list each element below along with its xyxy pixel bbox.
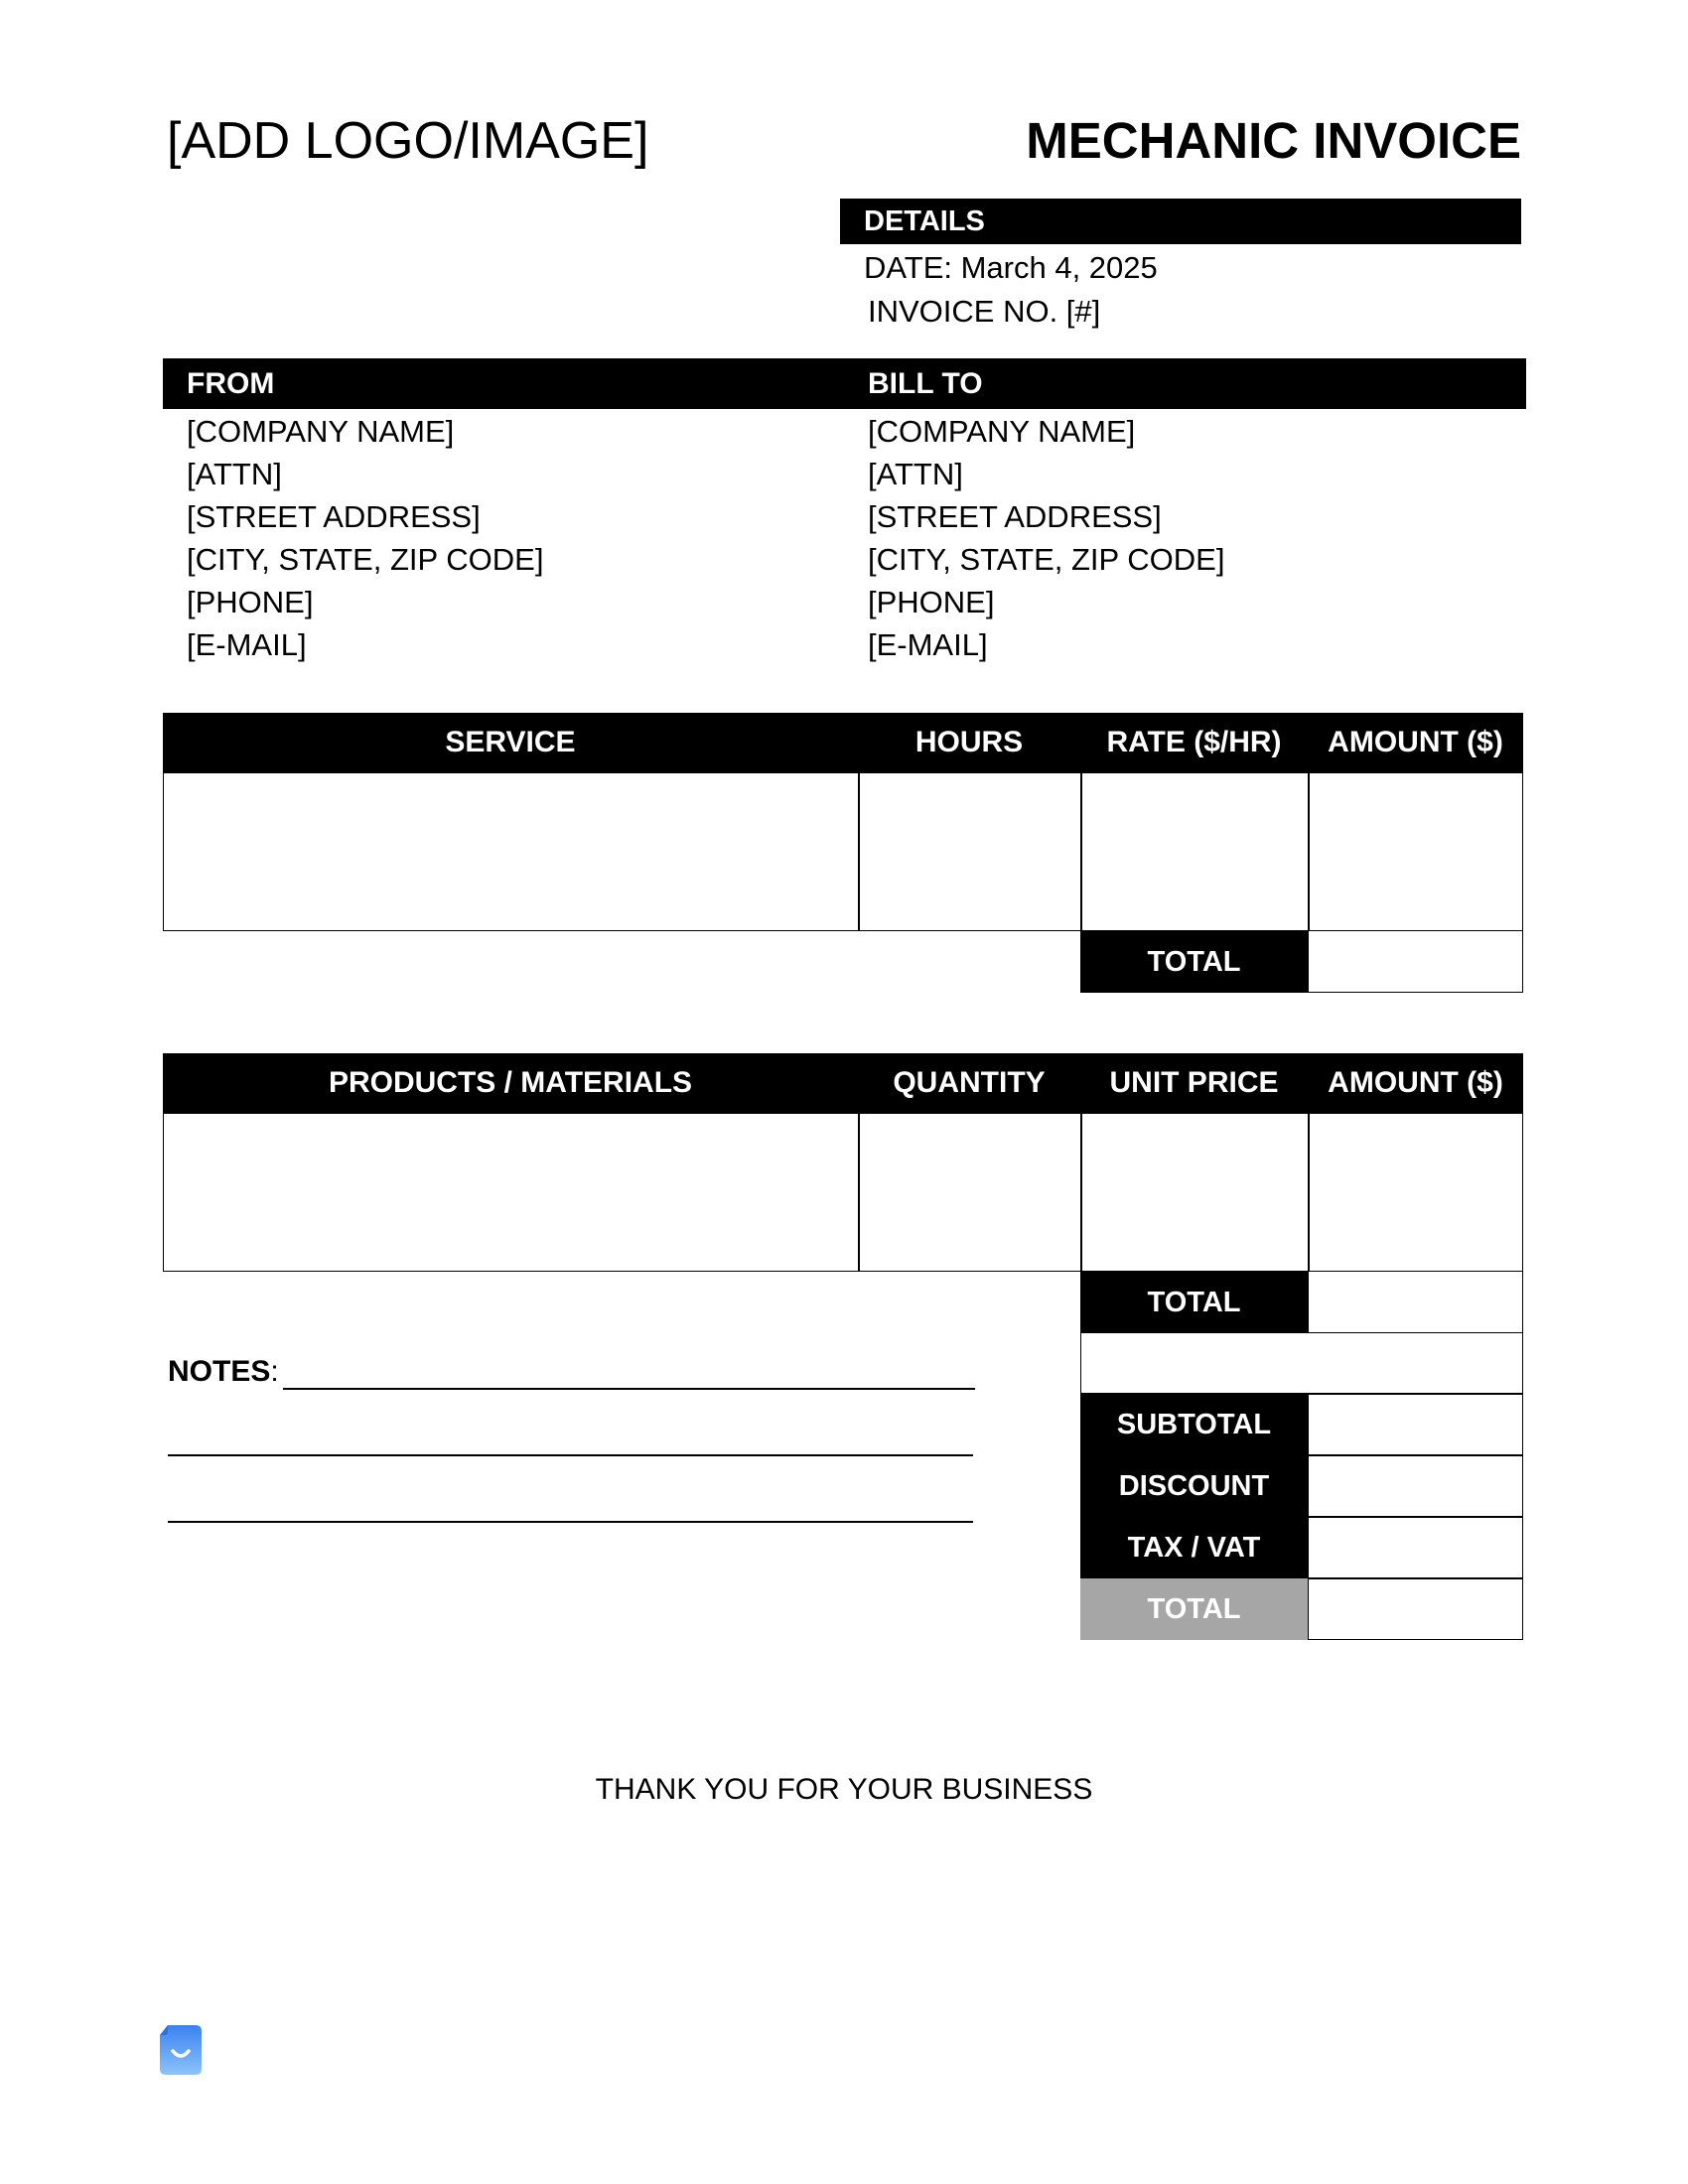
discount-value[interactable] — [1308, 1455, 1523, 1517]
col-rate: RATE ($/HR) — [1106, 726, 1282, 758]
bill-to-street-address[interactable]: [STREET ADDRESS] — [868, 499, 1162, 534]
grand-total-row — [1080, 1578, 1523, 1640]
from-phone[interactable]: [PHONE] — [187, 585, 314, 619]
col-service: SERVICE — [445, 726, 576, 758]
date-field[interactable]: DATE: March 4, 2025 — [864, 250, 1158, 285]
discount-row — [1080, 1455, 1523, 1517]
col-hours: HOURS — [914, 726, 1024, 758]
col-amount: AMOUNT ($) — [1328, 726, 1503, 758]
summary-spacer — [1080, 1333, 1523, 1394]
parties-header-bar — [163, 358, 1526, 409]
bill-to-attn[interactable]: [ATTN] — [868, 457, 963, 491]
notes-line-1[interactable] — [283, 1388, 975, 1390]
col-products: PRODUCTS / MATERIALS — [328, 1066, 693, 1099]
from-email[interactable]: [E-MAIL] — [187, 627, 307, 662]
from-city-state-zip[interactable]: [CITY, STATE, ZIP CODE] — [187, 542, 544, 577]
products-table-row[interactable] — [163, 1113, 1523, 1272]
tax-row — [1080, 1517, 1523, 1578]
service-total-value[interactable] — [1308, 931, 1523, 993]
notes-line-2[interactable] — [168, 1454, 973, 1456]
document-title: MECHANIC INVOICE — [1026, 112, 1521, 169]
from-address-block — [187, 410, 543, 666]
notes-label-text: NOTES — [168, 1355, 271, 1388]
subtotal-label: SUBTOTAL — [1080, 1394, 1308, 1455]
column-divider — [1080, 772, 1082, 931]
products-table-header — [163, 1053, 1523, 1113]
details-heading: DETAILS — [840, 199, 1521, 244]
products-total-value[interactable] — [1308, 1272, 1523, 1333]
col-unit-price: UNIT PRICE — [1109, 1066, 1279, 1099]
discount-label: DISCOUNT — [1080, 1455, 1308, 1517]
subtotal-row — [1080, 1394, 1523, 1455]
from-heading: FROM — [187, 367, 275, 400]
from-attn[interactable]: [ATTN] — [187, 457, 282, 491]
thank-you-message: THANK YOU FOR YOUR BUSINESS — [595, 1773, 1093, 1806]
bill-to-email[interactable]: [E-MAIL] — [868, 627, 988, 662]
tax-label: TAX / VAT — [1080, 1517, 1308, 1578]
column-divider — [1308, 1113, 1310, 1272]
col-amount: AMOUNT ($) — [1328, 1066, 1503, 1099]
grand-total-label: TOTAL — [1080, 1578, 1308, 1640]
logo-placeholder[interactable]: [ADD LOGO/IMAGE] — [167, 112, 649, 170]
service-table-header — [163, 713, 1523, 772]
bill-to-phone[interactable]: [PHONE] — [868, 585, 995, 619]
products-total-label: TOTAL — [1080, 1272, 1308, 1333]
column-divider — [1308, 772, 1310, 931]
bill-to-address-block — [868, 410, 1224, 666]
notes-label — [168, 1352, 279, 1392]
column-divider — [1080, 1113, 1082, 1272]
column-divider — [858, 1113, 860, 1272]
service-total-label: TOTAL — [1080, 931, 1308, 993]
grand-total-value[interactable] — [1308, 1578, 1523, 1640]
subtotal-value[interactable] — [1308, 1394, 1523, 1455]
brand-icon-graphic — [160, 2025, 202, 2075]
column-divider — [858, 772, 860, 931]
invoice-number-field[interactable]: INVOICE NO. [#] — [868, 294, 1101, 329]
bill-to-heading: BILL TO — [868, 367, 983, 400]
bill-to-company-name[interactable]: [COMPANY NAME] — [868, 414, 1136, 449]
from-street-address[interactable]: [STREET ADDRESS] — [187, 499, 481, 534]
notes-line-3[interactable] — [168, 1521, 973, 1523]
service-table-row[interactable] — [163, 772, 1523, 931]
notes-separator: : — [270, 1355, 279, 1388]
col-quantity: QUANTITY — [893, 1066, 1046, 1099]
tax-value[interactable] — [1308, 1517, 1523, 1578]
bill-to-city-state-zip[interactable]: [CITY, STATE, ZIP CODE] — [868, 542, 1225, 577]
from-company-name[interactable]: [COMPANY NAME] — [187, 414, 455, 449]
document-brand-icon — [160, 2025, 202, 2075]
